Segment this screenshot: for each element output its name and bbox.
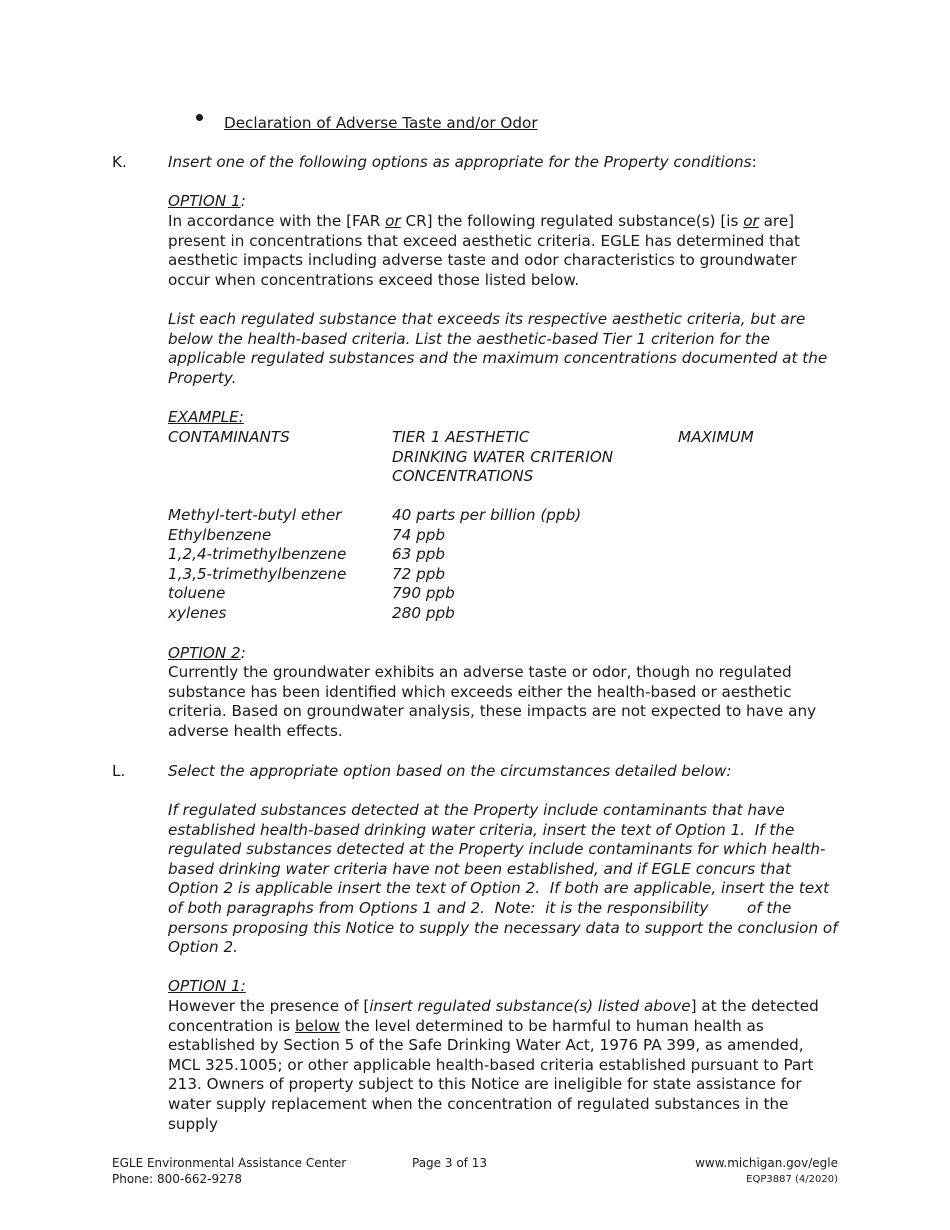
- header-tier1-line2: DRINKING WATER CRITERION: [392, 447, 614, 466]
- option1-or-1: or: [385, 212, 401, 230]
- row-contaminant: Methyl-tert-butyl ether: [168, 506, 342, 524]
- l-option1-text-c: the level determined to be harmful to human health as established by Section 5 of the Safe Drinking Water Act, 1976 PA 399, as amended, MCL 325.1005; or other applicable health-based criteria established pursuant to Part 213. Owners of property subject to this Notice are ineligible for state assistance for water supply replacement when the concentration of regulated substances in the supply: [168, 1016, 814, 1133]
- bullet-icon: [196, 114, 203, 121]
- l-option1-below: below: [294, 1016, 340, 1035]
- row-value: 72 ppb: [392, 564, 446, 583]
- header-maximum: MAXIMUM: [678, 428, 754, 446]
- table-row: [168, 526, 840, 546]
- section-k-label: K.: [112, 153, 127, 171]
- option1-paragraph: [168, 212, 840, 290]
- l-option1-insert: insert regulated substance(s) listed above: [369, 997, 691, 1015]
- bullet-declaration-text: Declaration of Adverse Taste and/or Odor: [224, 114, 538, 132]
- footer-phone: Phone: 800-662-9278: [112, 1172, 243, 1186]
- table-row: [168, 565, 840, 585]
- header-contaminants: CONTAMINANTS: [168, 428, 290, 446]
- section-k-heading-text: Insert one of the following options as appropriate for the Property conditions: [168, 153, 752, 171]
- row-contaminant: 1,3,5-trimethylbenzene: [168, 564, 347, 583]
- option1-title-colon: :: [240, 192, 246, 210]
- footer-org: EGLE Environmental Assistance Center: [112, 1156, 347, 1170]
- section-k-heading: [168, 153, 840, 173]
- section-l-label: L.: [112, 762, 126, 780]
- option1-title-text: OPTION 1: [168, 192, 241, 210]
- option1-text-a: In accordance with the [FAR: [168, 212, 386, 230]
- l-option1-text-a: However the presence of [: [168, 997, 370, 1015]
- l-option1-text-b: ] at the detected concentration is: [168, 997, 819, 1035]
- header-tier1: TIER 1 AESTHETIC: [392, 428, 530, 446]
- option2-paragraph: Currently the groundwater exhibits an adverse taste or odor, though no regulated substance has been identified which exceeds either the health-based or aesthetic criteria. Based on groundwater analysis, these impacts are not expected to have any adverse health effects.: [168, 663, 817, 740]
- row-value: 74 ppb: [392, 525, 446, 544]
- row-value: 40 parts per billion (ppb): [392, 506, 582, 524]
- option1-text-c: are] present in concentrations that exceed aesthetic criteria. EGLE has determined that aesthetic impacts including adverse taste and odor characteristics to groundwater occur when concentrations exceed those listed below.: [168, 212, 800, 289]
- option1-title: [168, 192, 246, 212]
- section-l-heading: Select the appropriate option based on the circumstances detailed below:: [168, 762, 732, 780]
- row-contaminant: xylenes: [168, 603, 227, 622]
- example-table-header: [168, 428, 840, 487]
- section-k-heading-colon: :: [751, 153, 757, 171]
- option2-title: [168, 644, 246, 664]
- footer-page-number: Page 3 of 13: [412, 1156, 487, 1170]
- table-row: [168, 584, 840, 604]
- table-row: [168, 545, 840, 565]
- row-value: 63 ppb: [392, 545, 446, 564]
- row-contaminant: toluene: [168, 584, 226, 603]
- row-contaminant: Ethylbenzene: [168, 525, 272, 544]
- table-row: [168, 604, 840, 624]
- section-l-instruction: If regulated substances detected at the Property include contaminants that have established health-based drinking water criteria, insert the text of Option 1. If the regulated substances detected at the Property include contaminants for which health-based drinking water criteria have not been established, and if EGLE concurs that Option 2 is applicable insert the text of Option 2. If both are applicable, insert the text of both paragraphs from Options 1 and 2. Note: it is the responsibility of the persons proposing this Notice to supply the necessary data to support the conclusion of Option 2.: [168, 801, 843, 957]
- header-tier1-line3: CONCENTRATIONS: [392, 467, 534, 486]
- section-l-option1-title: OPTION 1:: [168, 977, 246, 995]
- option1-instruction: List each regulated substance that exceeds its respective aesthetic criteria, but are below the health-based criteria. List the aesthetic-based Tier 1 criterion for the applicable regulated substances and the maximum concentrations documented at the Property.: [168, 310, 828, 387]
- table-row: [168, 506, 840, 526]
- option2-title-colon: :: [240, 644, 246, 662]
- footer-url[interactable]: www.michigan.gov/egle: [695, 1156, 838, 1170]
- row-contaminant: 1,2,4-trimethylbenzene: [168, 545, 347, 564]
- option1-text-b: CR] the following regulated substance(s) [is: [400, 212, 744, 230]
- row-value: 790 ppb: [392, 584, 455, 603]
- option2-title-text: OPTION 2: [168, 644, 241, 662]
- row-value: 280 ppb: [392, 603, 455, 622]
- footer-form-number: EQP3887 (4/2020): [746, 1174, 838, 1185]
- example-title: EXAMPLE:: [168, 408, 244, 426]
- option1-or-2: or: [743, 212, 759, 230]
- section-l-option1-paragraph: [168, 997, 840, 1134]
- example-table-body: [168, 506, 840, 624]
